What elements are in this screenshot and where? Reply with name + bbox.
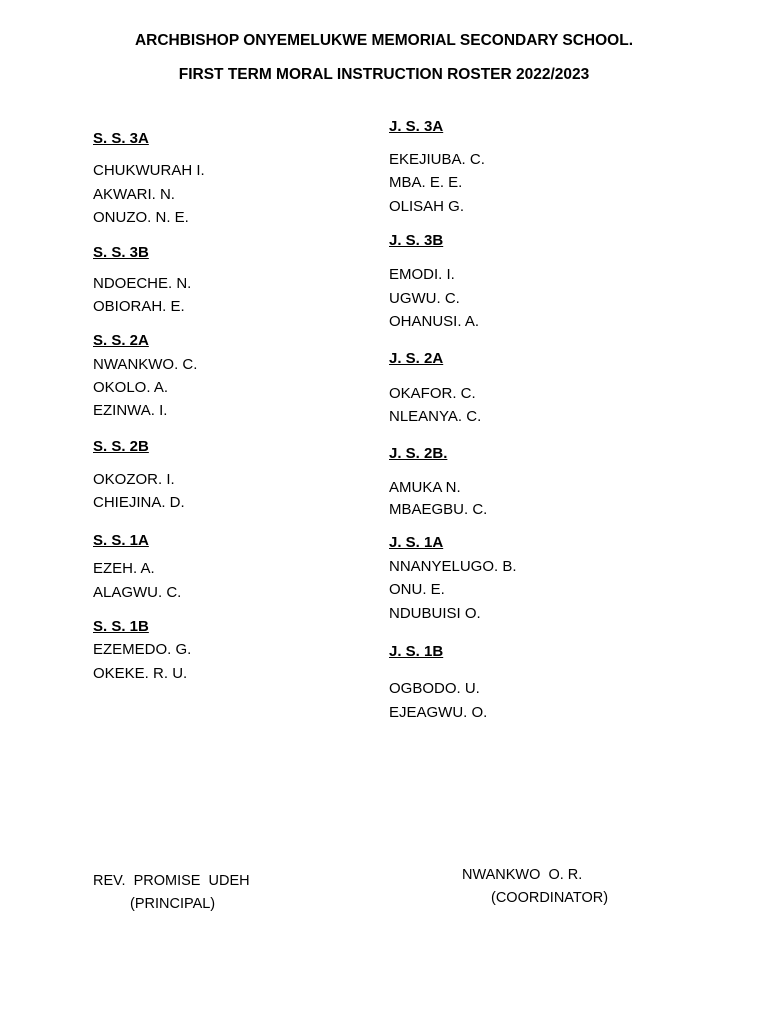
student-name: CHUKWURAH I. (93, 162, 205, 179)
student-name: ALAGWU. C. (93, 584, 182, 601)
student-name: EZEMEDO. G. (93, 641, 192, 658)
student-name: AKWARI. N. (93, 186, 175, 203)
student-name: MBA. E. E. (389, 174, 463, 191)
student-name: OKOZOR. I. (93, 471, 175, 488)
student-name: CHIEJINA. D. (93, 494, 185, 511)
student-name: MBAEGBU. C. (389, 501, 488, 518)
student-name: OBIORAH. E. (93, 298, 185, 315)
student-name: NDOECHE. N. (93, 275, 192, 292)
student-name: AMUKA N. (389, 479, 461, 496)
student-name: UGWU. C. (389, 290, 460, 307)
class-heading-ss1b: S. S. 1B (93, 618, 149, 635)
student-name: NWANKWO. C. (93, 356, 198, 373)
student-name: OKEKE. R. U. (93, 665, 188, 682)
student-name: EJEAGWU. O. (389, 704, 488, 721)
student-name: ONU. E. (389, 581, 445, 598)
student-name: OLISAH G. (389, 198, 465, 215)
principal-role: (PRINCIPAL) (130, 896, 216, 912)
student-name: OKAFOR. C. (389, 385, 476, 402)
principal-name: REV. PROMISE UDEH (93, 873, 250, 889)
student-name: EZEH. A. (93, 560, 155, 577)
class-heading-ss2a: S. S. 2A (93, 332, 149, 349)
student-name: OGBODO. U. (389, 680, 480, 697)
roster-title: FIRST TERM MORAL INSTRUCTION ROSTER 2022/2023 (178, 66, 590, 83)
class-heading-js2a: J. S. 2A (389, 350, 444, 367)
coordinator-name: NWANKWO O. R. (462, 867, 583, 883)
student-name: NLEANYA. C. (389, 408, 482, 425)
student-name: EKEJIUBA. C. (389, 151, 485, 168)
class-heading-js3b: J. S. 3B (389, 232, 444, 249)
student-name: OHANUSI. A. (389, 313, 480, 330)
class-heading-ss3b: S. S. 3B (93, 244, 149, 261)
student-name: ONUZO. N. E. (93, 209, 189, 226)
class-heading-js1a: J. S. 1A (389, 534, 444, 551)
school-name: ARCHBISHOP ONYEMELUKWE MEMORIAL SECONDARY SCHOOL. (134, 32, 634, 49)
student-name: EZINWA. I. (93, 402, 168, 419)
student-name: OKOLO. A. (93, 379, 169, 396)
student-name: EMODI. I. (389, 266, 455, 283)
class-heading-ss3a: S. S. 3A (93, 130, 149, 147)
class-heading-js3a: J. S. 3A (389, 118, 444, 135)
class-heading-js1b: J. S. 1B (389, 643, 444, 660)
class-heading-ss2b: S. S. 2B (93, 438, 149, 455)
student-name: NDUBUISI O. (389, 605, 481, 622)
student-name: NNANYELUGO. B. (389, 558, 517, 575)
class-heading-js2b: J. S. 2B. (389, 445, 448, 462)
class-heading-ss1a: S. S. 1A (93, 532, 149, 549)
coordinator-role: (COORDINATOR) (491, 890, 609, 906)
